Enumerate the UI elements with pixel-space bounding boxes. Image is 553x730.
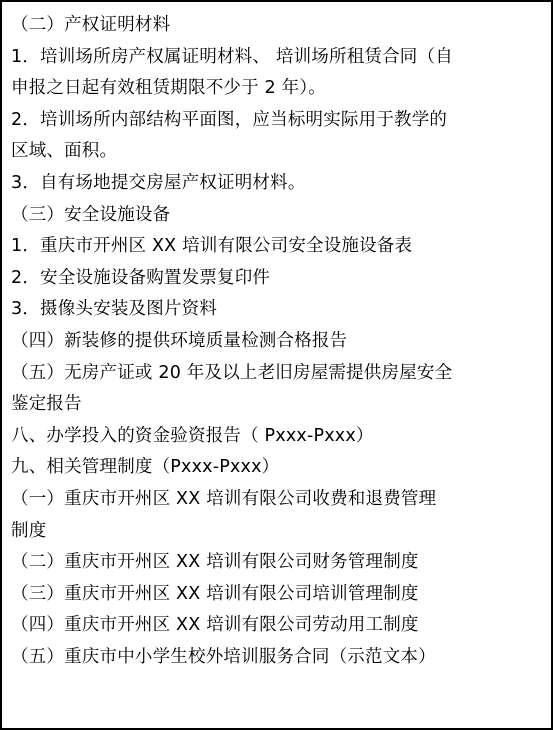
list-item: （四）重庆市开州区 XX 培训有限公司劳动用工制度 <box>11 615 419 636</box>
list-item: 1．重庆市开州区 XX 培训有限公司安全设施设备表 <box>11 236 413 257</box>
list-item: （三）重庆市开州区 XX 培训有限公司培训管理制度 <box>11 583 419 604</box>
list-item: （二）重庆市开州区 XX 培训有限公司财务管理制度 <box>11 552 419 573</box>
section-heading-continuation: 鉴定报告 <box>11 394 82 415</box>
list-item: （五）重庆市中小学生校外培训服务合同（示范文本） <box>11 646 436 667</box>
section-heading-environment-report: （四）新装修的提供环境质量检测合格报告 <box>11 330 348 351</box>
list-item: 1．培训场所房产权属证明材料、 培训场所租赁合同（自 <box>11 46 453 67</box>
chapter-heading-capital-verification: 八、办学投入的资金验资报告（ Pxxx-Pxxx） <box>11 425 374 446</box>
chapter-heading-management-rules: 九、相关管理制度（Pxxx-Pxxx） <box>11 457 280 478</box>
list-item: （一）重庆市开州区 XX 培训有限公司收费和退费管理 <box>11 488 437 509</box>
document-body <box>11 10 545 673</box>
section-heading-safety-equipment: （三）安全设施设备 <box>11 204 171 225</box>
list-item: 2．安全设施设备购置发票复印件 <box>11 267 271 288</box>
list-item: 3．自有场地提交房屋产权证明材料。 <box>11 172 306 193</box>
section-heading-property-proof: （二）产权证明材料 <box>11 15 171 35</box>
section-heading-house-safety: （五）无房产证或 20 年及以上老旧房屋需提供房屋安全 <box>11 362 453 383</box>
list-item-continuation: 制度 <box>11 520 47 541</box>
list-item-continuation: 区域、面积。 <box>11 141 118 162</box>
list-item: 3．摄像头安装及图片资料 <box>11 299 218 320</box>
list-item: 2．培训场所内部结构平面图，应当标明实际用于教学的 <box>11 109 448 130</box>
list-item-continuation: 申报之日起有效租赁期限不少于 2 年）。 <box>11 78 327 99</box>
